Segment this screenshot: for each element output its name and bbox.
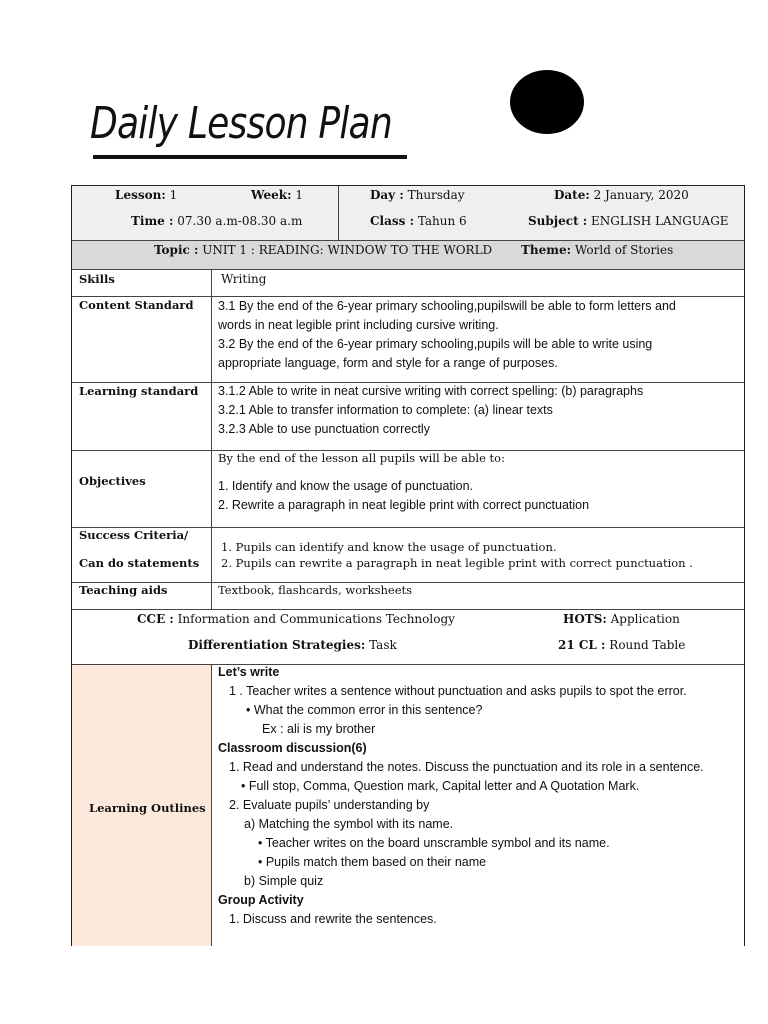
outline-line: a) Matching the symbol with its name. <box>244 817 454 831</box>
time-field: Time : 07.30 a.m-08.30 a.m <box>131 214 303 228</box>
outline-heading: Group Activity <box>218 893 304 907</box>
success-criteria-label: Success Criteria/ <box>79 528 189 542</box>
page-title: Daily Lesson Plan <box>90 98 392 149</box>
outline-line: • What the common error in this sentence? <box>246 703 483 717</box>
divider <box>211 297 212 382</box>
learning-standard-line: 3.2.3 Able to use punctuation correctly <box>218 422 430 436</box>
divider <box>211 528 212 582</box>
hots-field: HOTS: Application <box>563 612 680 626</box>
cce-row <box>72 610 744 665</box>
content-standard-line: appropriate language, form and style for a range of purposes. <box>218 356 558 370</box>
skills-value: Writing <box>221 272 267 286</box>
outline-line: 1 . Teacher writes a sentence without punctuation and asks pupils to spot the error. <box>229 684 687 698</box>
class-field: Class : Tahun 6 <box>370 214 467 228</box>
outline-line: 1. Read and understand the notes. Discuss the punctuation and its role in a sentence. <box>229 760 704 774</box>
content-standard-line: 3.2 By the end of the 6-year primary schooling,pupils will be able to write using <box>218 337 653 351</box>
title-underline <box>93 155 407 159</box>
theme-field: Theme: World of Stories <box>521 243 674 257</box>
divider <box>211 270 212 296</box>
day-field: Day : Thursday <box>370 188 465 202</box>
skills-row <box>72 270 744 297</box>
topic-row <box>72 241 744 270</box>
outline-line: • Teacher writes on the board unscramble symbol and its name. <box>258 836 610 850</box>
outline-heading: Let’s write <box>218 665 280 679</box>
teaching-aids-label: Teaching aids <box>79 583 168 597</box>
learning-standard-row <box>72 383 744 451</box>
content-standard-label: Content Standard <box>79 298 194 312</box>
outline-line: b) Simple quiz <box>244 874 324 888</box>
subject-field: Subject : ENGLISH LANGUAGE <box>528 214 729 228</box>
success-criteria-line: 1. Pupils can identify and know the usage of punctuation. <box>221 540 557 554</box>
objective-line: 1. Identify and know the usage of punctuation. <box>218 479 474 493</box>
lesson-plan-table <box>71 185 745 946</box>
cce-field: CCE : Information and Communications Technology <box>137 612 455 626</box>
outline-heading: Classroom discussion(6) <box>218 741 367 755</box>
topic-field: Topic : UNIT 1 : READING: WINDOW TO THE WORLD <box>154 243 493 257</box>
learning-outlines-row <box>72 665 744 946</box>
objective-line: 2. Rewrite a paragraph in neat legible print with correct punctuation <box>218 498 590 512</box>
skills-label: Skills <box>79 272 115 286</box>
divider <box>211 451 212 527</box>
lesson-field: Lesson: 1 <box>115 188 178 202</box>
differentiation-field: Differentiation Strategies: Task <box>188 638 397 652</box>
teaching-aids-row <box>72 583 744 610</box>
divider <box>211 383 212 450</box>
divider <box>211 583 212 609</box>
week-field: Week: 1 <box>251 188 303 202</box>
black-dot <box>510 70 584 134</box>
content-standard-line: 3.1 By the end of the 6-year primary schooling,pupilswill be able to form letters and <box>218 299 676 313</box>
outline-line: 2. Evaluate pupils’ understanding by <box>229 798 430 812</box>
objectives-row <box>72 451 744 528</box>
success-criteria-line: 2. Pupils can rewrite a paragraph in neat legible print with correct punctuation . <box>221 556 693 570</box>
learning-standard-line: 3.1.2 Able to write in neat cursive writing with correct spelling: (b) paragraphs <box>218 384 644 398</box>
learning-outlines-label: Learning Outlines <box>89 801 206 815</box>
can-do-label: Can do statements <box>79 556 200 570</box>
learning-standard-line: 3.2.1 Able to transfer information to complete: (a) linear texts <box>218 403 553 417</box>
divider <box>338 186 339 240</box>
objectives-intro: By the end of the lesson all pupils will be able to: <box>218 451 505 465</box>
cl-field: 21 CL : Round Table <box>558 638 686 652</box>
divider <box>211 665 212 946</box>
success-criteria-row <box>72 528 744 583</box>
header-row <box>72 186 744 241</box>
outline-line: 1. Discuss and rewrite the sentences. <box>229 912 437 926</box>
outline-line: • Pupils match them based on their name <box>258 855 487 869</box>
outline-line: • Full stop, Comma, Question mark, Capital letter and A Quotation Mark. <box>241 779 640 793</box>
teaching-aids-value: Textbook, flashcards, worksheets <box>218 583 413 597</box>
outline-line: Ex : ali is my brother <box>262 722 376 736</box>
date-field: Date: 2 January, 2020 <box>554 188 689 202</box>
content-standard-line: words in neat legible print including cursive writing. <box>218 318 499 332</box>
content-standard-row <box>72 297 744 383</box>
learning-standard-label: Learning standard <box>79 384 199 398</box>
objectives-label: Objectives <box>79 474 146 488</box>
